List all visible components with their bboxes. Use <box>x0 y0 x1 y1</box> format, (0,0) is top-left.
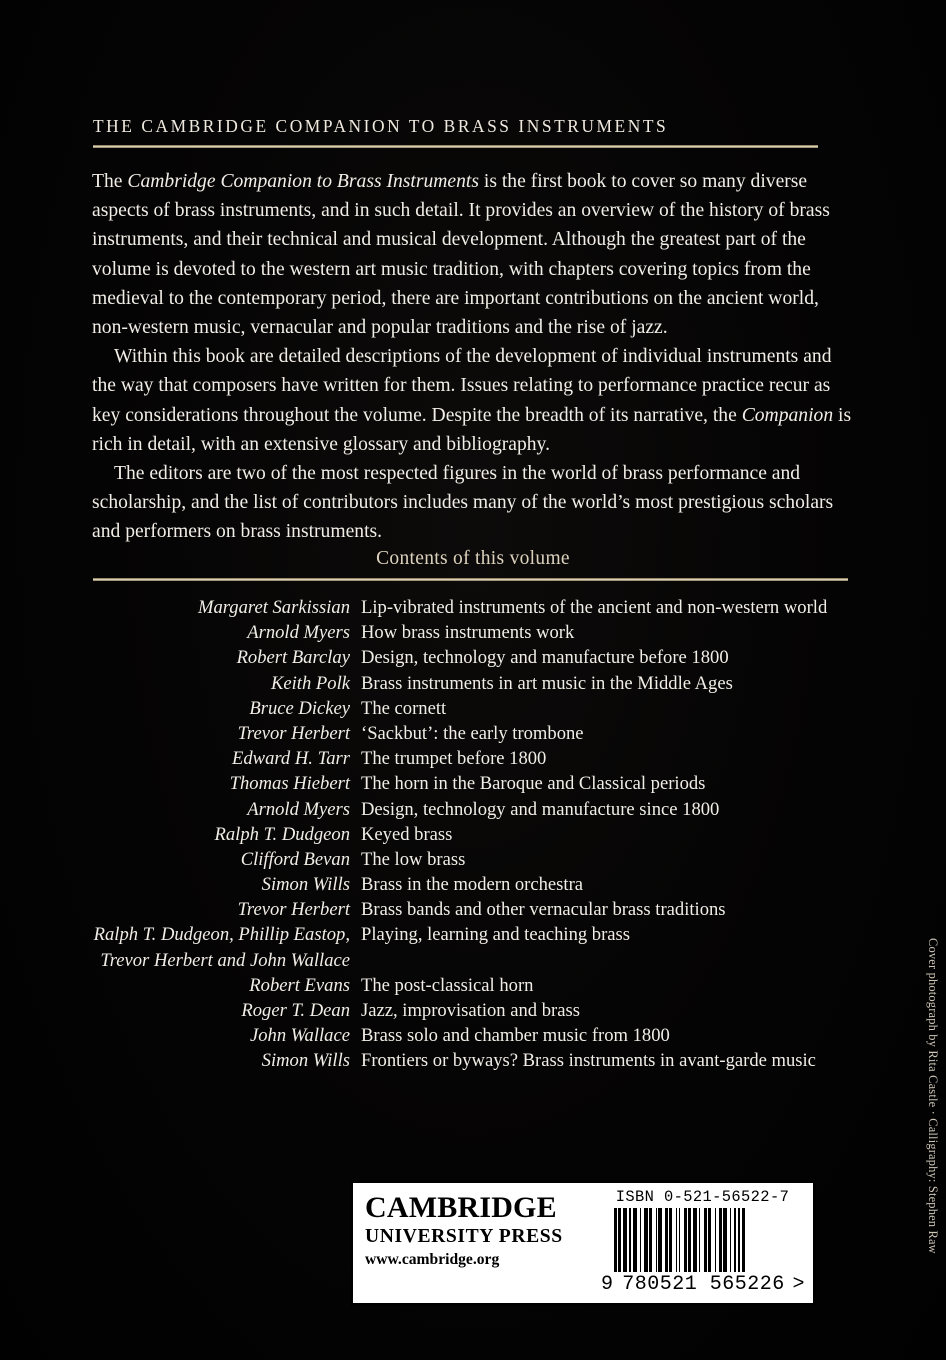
contents-chapter: Design, technology and manufacture since 1800 <box>361 798 720 820</box>
contents-author: Trevor Herbert <box>237 722 350 744</box>
contents-chapter: The trumpet before 1800 <box>361 748 547 770</box>
contents-chapter: Brass instruments in art music in the Middle Ages <box>361 672 733 694</box>
ean-lead-digit: 9 <box>601 1273 614 1296</box>
contents-author: Trevor Herbert <box>237 899 350 921</box>
publisher-name: CAMBRIDGE <box>365 1191 557 1224</box>
blurb-p1-rest: is the first book to cover so many diverse aspects of brass instruments, and in such detail. It provides an overview of the history of brass instruments, and their technical and musical development. Although the greatest part of the volume is devoted to the western art music tradition, with chapters covering topics from the medieval to the contemporary period, there are important contributions on the ancient world, non-western music, vernacular and popular traditions and the rise of jazz. <box>92 171 830 339</box>
blurb-text <box>92 167 852 547</box>
table-row <box>93 597 853 622</box>
blurb-p1-lead: The <box>92 171 128 192</box>
contents-chapter: Keyed brass <box>361 823 453 845</box>
table-row <box>93 647 853 672</box>
contents-chapter: Frontiers or byways? Brass instruments in avant-garde music <box>361 1050 816 1072</box>
barcode <box>600 1188 805 1296</box>
contents-author: Robert Evans <box>249 974 350 996</box>
blurb-paragraph-1 <box>92 167 852 342</box>
contents-author: Ralph T. Dudgeon, Phillip Eastop, <box>93 924 350 946</box>
table-row <box>93 950 853 975</box>
contents-author: Roger T. Dean <box>241 1000 350 1021</box>
contents-author: Ralph T. Dudgeon <box>214 823 350 845</box>
table-row <box>93 698 853 723</box>
contents-author: Keith Polk <box>270 672 350 694</box>
table-row <box>93 899 853 924</box>
table-row <box>93 824 853 849</box>
divider-top <box>93 145 818 148</box>
contents-heading: Contents of this volume <box>376 548 570 569</box>
table-row <box>93 673 853 698</box>
blurb-paragraph-2 <box>92 342 852 459</box>
cover-credit: Cover photograph by Rita Castle · Calligraphy: Stephen Raw <box>926 938 940 1254</box>
divider-contents <box>93 578 848 581</box>
contents-author: Simon Wills <box>261 874 350 896</box>
contents-chapter: Jazz, improvisation and brass <box>361 1000 580 1021</box>
contents-author: Margaret Sarkissian <box>197 597 350 618</box>
blurb-paragraph-3: The editors are two of the most respected figures in the world of brass performance and scholarship, and the list of contributors includes many of the world’s most prestigious scholars and performers on brass instruments. <box>92 463 834 543</box>
table-row <box>93 874 853 899</box>
isbn-number: ISBN 0-521-56522-7 <box>615 1188 790 1206</box>
table-row <box>93 975 853 1000</box>
contents-chapter: The cornett <box>361 697 447 719</box>
contents-chapter: How brass instruments work <box>361 622 575 644</box>
barcode-bar <box>742 1208 745 1272</box>
table-row <box>93 1050 853 1075</box>
contents-chapter: Brass in the modern orchestra <box>361 874 584 896</box>
contents-table <box>93 597 853 1076</box>
contents-author: Arnold Myers <box>247 622 350 644</box>
contents-author: John Wallace <box>249 1025 350 1047</box>
table-row <box>93 622 853 647</box>
table-row <box>93 1025 853 1050</box>
contents-chapter: Brass solo and chamber music from 1800 <box>361 1025 670 1047</box>
contents-chapter: Playing, learning and teaching brass <box>361 924 631 946</box>
contents-table-body <box>93 597 853 1076</box>
isbn-block <box>350 1180 816 1306</box>
ean-main-digits: 780521 565226 <box>622 1273 785 1296</box>
table-row <box>93 799 853 824</box>
blurb-p2-rest: is rich in detail, with an extensive glossary and bibliography. <box>92 404 852 455</box>
contents-chapter: Design, technology and manufacture before 1800 <box>361 647 729 669</box>
publisher-subtitle: UNIVERSITY PRESS <box>365 1226 563 1247</box>
contents-author: Trevor Herbert and John Wallace <box>100 949 350 971</box>
contents-author: Clifford Bevan <box>240 848 350 870</box>
contents-chapter: The horn in the Baroque and Classical periods <box>361 773 706 795</box>
contents-author: Robert Barclay <box>236 647 350 669</box>
table-row <box>93 773 853 798</box>
blurb-p1-title: Cambridge Companion to Brass Instruments <box>127 171 479 192</box>
contents-chapter: Brass bands and other vernacular brass traditions <box>361 899 726 921</box>
contents-chapter: ‘Sackbut’: the early trombone <box>361 722 584 744</box>
contents-author: Edward H. Tarr <box>232 748 350 770</box>
barcode-bars <box>600 1208 805 1272</box>
contents-author: Thomas Hiebert <box>229 773 350 795</box>
blurb-p2-italic: Companion <box>741 404 834 426</box>
table-row <box>93 924 853 949</box>
contents-author: Simon Wills <box>261 1050 350 1072</box>
contents-author: Arnold Myers <box>247 798 350 820</box>
table-row <box>93 748 853 773</box>
contents-author: Bruce Dickey <box>249 697 350 719</box>
publisher-logo <box>365 1191 600 1270</box>
publisher-url: www.cambridge.org <box>365 1251 500 1268</box>
page-title: THE CAMBRIDGE COMPANION TO BRASS INSTRUMENTS <box>93 116 669 136</box>
contents-chapter: The low brass <box>361 848 466 870</box>
table-row <box>93 723 853 748</box>
contents-chapter: The post-classical horn <box>361 974 534 996</box>
contents-chapter: Lip-vibrated instruments of the ancient and non-western world <box>361 597 828 618</box>
table-row <box>93 1000 853 1025</box>
table-row <box>93 849 853 874</box>
contents-chapter <box>361 950 853 975</box>
blurb-p2-lead: Within this book are detailed descriptions of the development of individual instruments and the way that composers have written for them. Issues relating to performance practice recur as key considerations throughout the volume. Despite the breadth of its narrative, the <box>92 346 832 426</box>
ean-tail-marker: > <box>792 1273 805 1296</box>
ean-digits <box>600 1273 805 1296</box>
